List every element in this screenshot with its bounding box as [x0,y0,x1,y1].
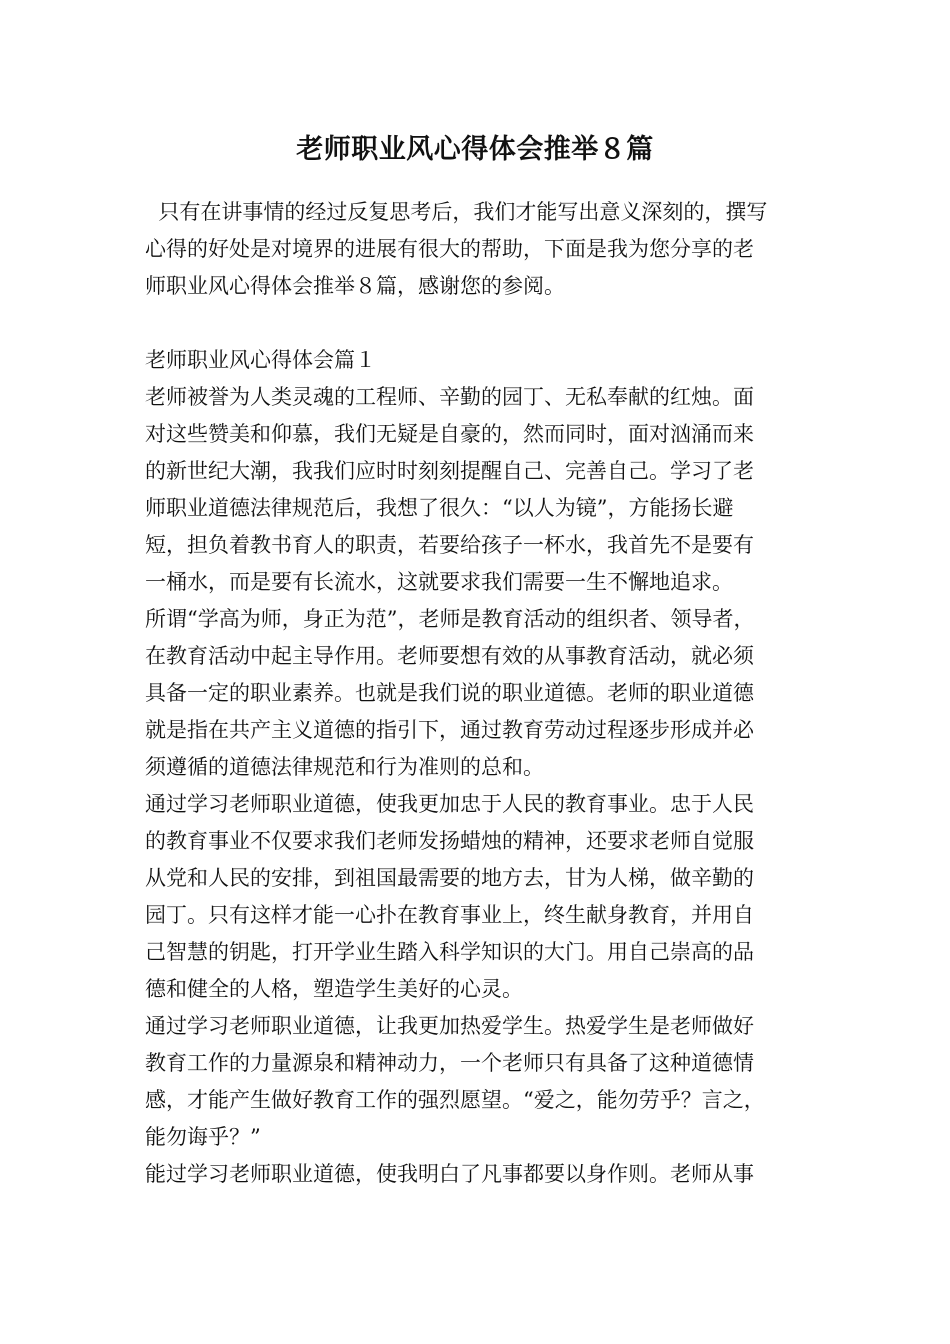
body-line: 在教育活动中起主导作用。老师要想有效的从事教育活动，就必须 [145,644,754,668]
body-line: 具备一定的职业素养。也就是我们说的职业道德。老师的职业道德 [145,681,754,705]
body-line: 的新世纪大潮，我我们应时时刻刻提醒自己、完善自己。学习了老 [145,459,754,483]
body-line: 从党和人民的安排，到祖国最需要的地方去，甘为人梯，做辛勤的 [145,866,754,890]
body-line: 园丁。只有这样才能一心扑在教育事业上，终生献身教育，并用自 [145,903,754,927]
body-line: 老师被誉为人类灵魂的工程师、辛勤的园丁、无私奉献的红烛。面 [145,385,754,409]
body-line: 教育工作的力量源泉和精神动力，一个老师只有具备了这种道德情 [145,1051,754,1075]
document-title: 老师职业风心得体会推举８篇 [296,134,654,165]
body-line: 就是指在共产主义道德的指引下，通过教育劳动过程逐步形成并必 [145,718,754,742]
body-line: 感，才能产生做好教育工作的强烈愿望。“爱之，能勿劳乎？言之， [145,1088,765,1112]
body-line: 己智慧的钥匙，打开学业生踏入科学知识的大门。用自己崇高的品 [145,940,754,964]
body-line: 须遵循的道德法律规范和行为准则的总和。 [145,755,544,779]
body-line: 能过学习老师职业道德，使我明白了凡事都要以身作则。老师从事 [145,1162,754,1186]
body-line: 能勿诲乎？” [145,1125,261,1149]
document-body [145,194,809,1193]
intro-line: 师职业风心得体会推举８篇，感谢您的参阅。 [145,274,565,298]
body-line: 通过学习老师职业道德，使我更加忠于人民的教育事业。忠于人民 [145,792,754,816]
body-line: 师职业道德法律规范后，我想了很久：“以人为镜”，方能扬长避 [145,496,734,520]
body-line: 短，担负着教书育人的职责，若要给孩子一杯水，我首先不是要有 [145,533,754,557]
body-line: 所谓“学高为师，身正为范”，老师是教育活动的组织者、领导者， [145,607,755,631]
section-heading: 老师职业风心得体会篇１ [145,348,376,372]
intro-line: 只有在讲事情的经过反复思考后，我们才能写出意义深刻的，撰写 [145,200,768,224]
paragraph-gap [145,305,809,342]
body-line: 德和健全的人格，塑造学生美好的心灵。 [145,977,523,1001]
body-line: 的教育事业不仅要求我们老师发扬蜡烛的精神，还要求老师自觉服 [145,829,754,853]
body-line: 一桶水，而是要有长流水，这就要求我们需要一生不懈地追求。 [145,570,733,594]
body-line: 对这些赞美和仰慕，我们无疑是自豪的，然而同时，面对汹涌而来 [145,422,754,446]
body-line: 通过学习老师职业道德，让我更加热爱学生。热爱学生是老师做好 [145,1014,754,1038]
intro-line: 心得的好处是对境界的进展有很大的帮助，下面是我为您分享的老 [145,237,754,261]
